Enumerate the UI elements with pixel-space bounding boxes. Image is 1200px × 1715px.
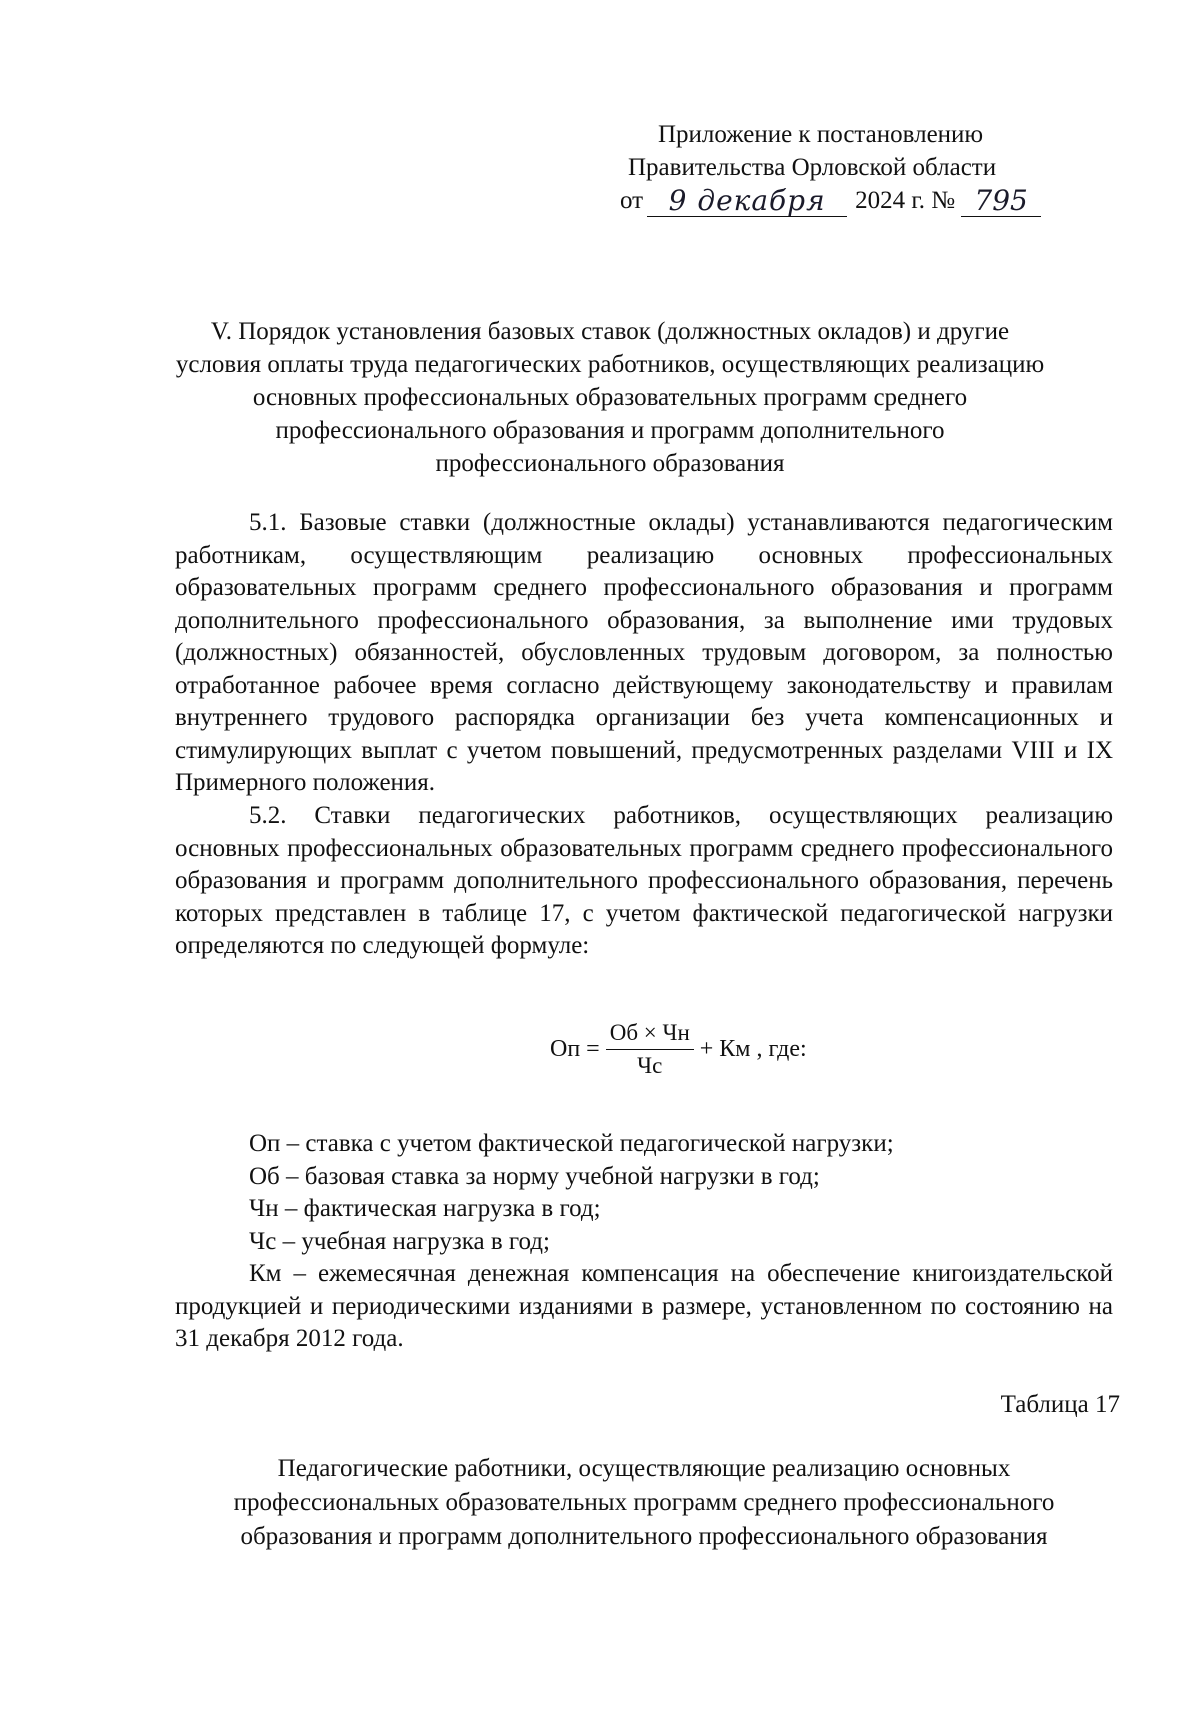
header-line-appendix: Приложение к постановлению [658, 121, 984, 148]
header-line-government: Правительства Орловской области [628, 154, 997, 181]
definition-ob: Об – базовая ставка за норму учебной нагрузки в год; [249, 1162, 820, 1190]
handwritten-number: 795 [961, 186, 1041, 217]
year-number-label: 2024 г. № [855, 187, 956, 214]
formula-fraction [606, 1020, 694, 1079]
formula-denominator: Чс [637, 1053, 663, 1078]
document-header [620, 118, 1120, 217]
paragraph-5-1 [175, 507, 1113, 800]
formula-numerator: Об × Чн [606, 1020, 694, 1050]
definition-chs: Чс – учебная нагрузка в год; [249, 1227, 550, 1255]
paragraph-5-1-text: 5.1. Базовые ставки (должностные оклады) устанавливаются педагогическим работникам, осуществляющим реализацию основных профессиональных образовательных программ среднего профессионального образования и программ дополнительного профессионального образования, за выполнение ими трудовых (должностных) обязанностей, обусловленных трудовым договором, за полностью отработанное рабочее время согласно действующему законодательству и правилам внутреннего трудового распорядка организации без учета компенсационных и стимулирующих выплат с учетом повышений, предусмотренных разделами VIII и IX Примерного положения. [175, 509, 1113, 796]
definition-km: Км – ежемесячная денежная компенсация на обеспечение книгоиздательской продукцией и периодическими изданиями в размере, установленном по состоянию на 31 декабря 2012 года. [175, 1260, 1113, 1352]
rate-formula [550, 1020, 807, 1079]
formula-definitions [175, 1128, 1113, 1356]
handwritten-date: 9 декабря [647, 186, 847, 217]
section-title: V. Порядок установления базовых ставок (должностных окладов) и другие условия оплаты труда педагогических работников, осуществляющих реализацию основных профессиональных образовательных программ среднего профессионального образования и программ дополнительного профессионального образования [175, 318, 1045, 477]
definition-op: Оп – ставка с учетом фактической педагогической нагрузки; [249, 1130, 894, 1157]
formula-lhs: Оп = [550, 1036, 600, 1062]
header-line-date [620, 184, 1120, 217]
paragraph-5-2 [175, 800, 1113, 963]
from-label: от [620, 187, 644, 214]
formula-rhs: + Км , где: [699, 1036, 807, 1062]
table-label: Таблица 17 [1000, 1391, 1120, 1418]
table-title: Педагогические работники, осуществляющие реализацию основных профессиональных образовательных программ среднего профессионального образования и программ дополнительного профессионального образования [233, 1455, 1055, 1550]
paragraph-5-2-text: 5.2. Ставки педагогических работников, осуществляющих реализацию основных профессиональных образовательных программ среднего профессионального образования и программ дополнительного профессионального образования, перечень которых представлен в таблице 17, с учетом фактической педагогической нагрузки определяются по следующей формуле: [175, 802, 1113, 959]
definition-chn: Чн – фактическая нагрузка в год; [249, 1195, 601, 1222]
